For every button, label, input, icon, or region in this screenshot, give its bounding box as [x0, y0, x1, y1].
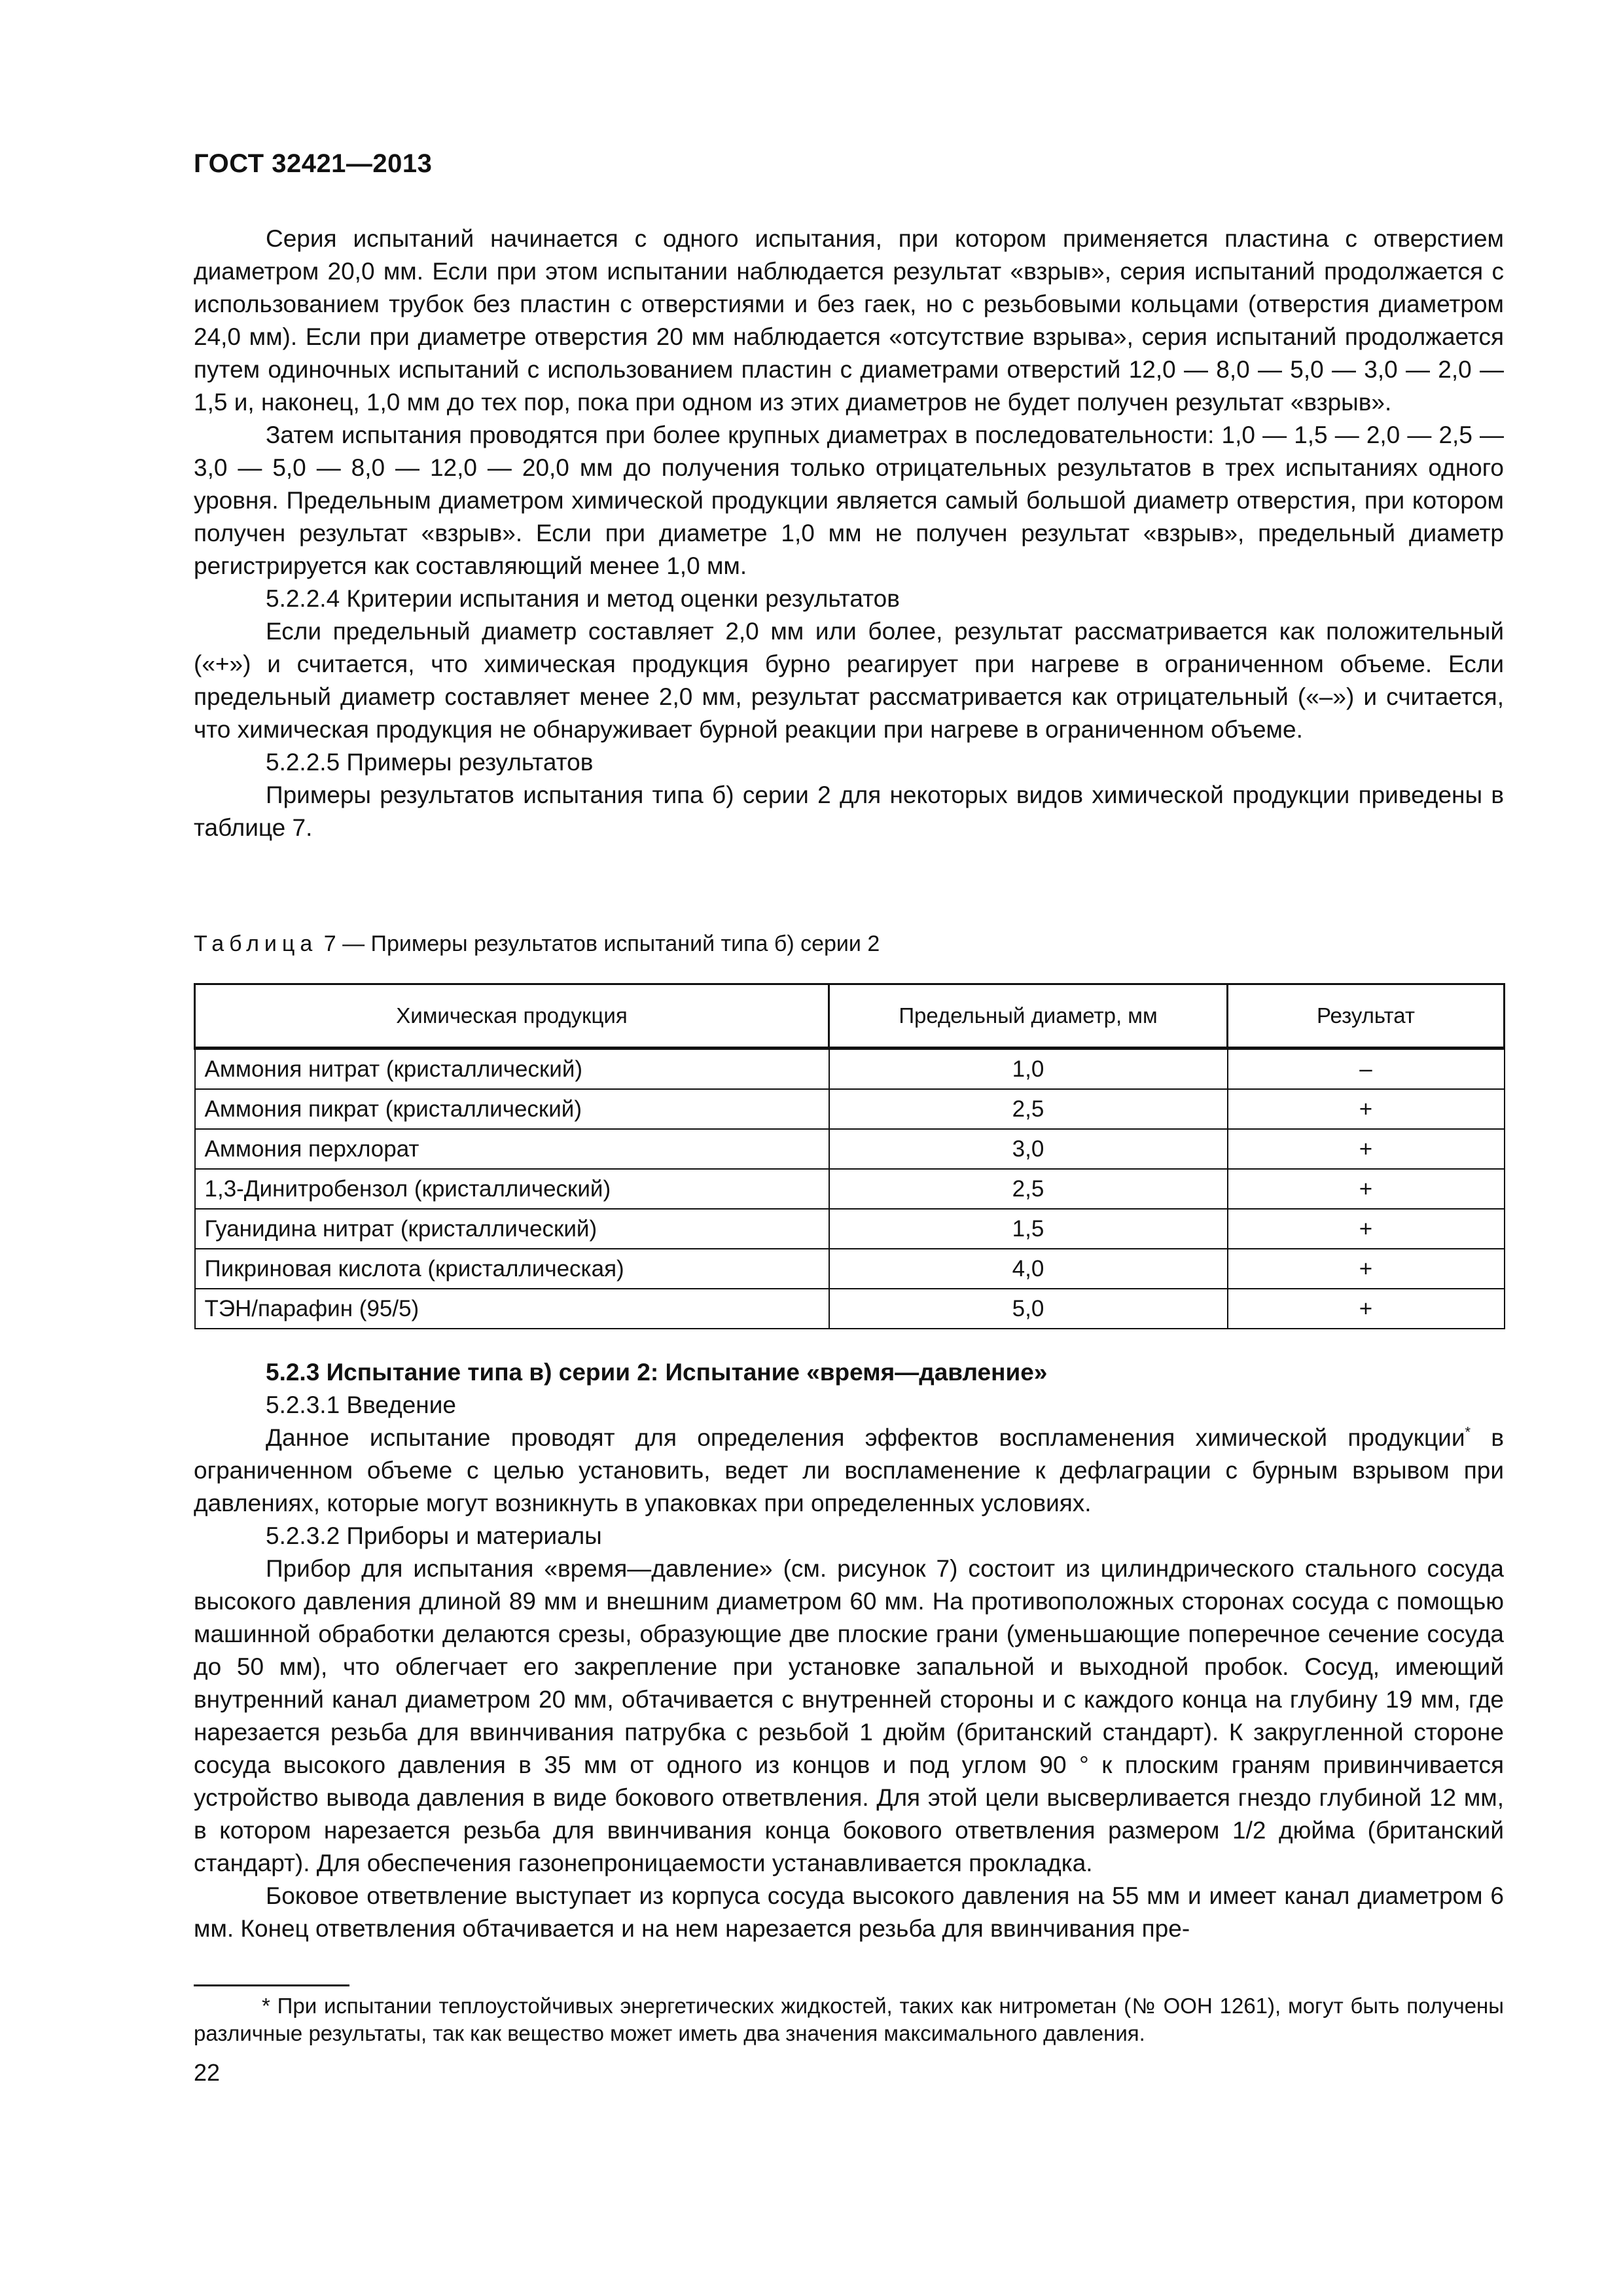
table-row: [195, 1249, 1505, 1289]
table-caption-text: 7 — Примеры результатов испытаний типа б) серии 2: [317, 931, 880, 956]
section-heading: 5.2.3 Испытание типа в) серии 2: Испытание «время—давление»: [266, 1359, 1048, 1386]
document-header: ГОСТ 32421—2013: [194, 149, 433, 178]
results-table: [194, 983, 1505, 1329]
table-row: [195, 1129, 1505, 1169]
column-header: Химическая продукция: [195, 984, 829, 1049]
section-heading: 5.2.2.4 Критерии испытания и метод оценки результатов: [266, 585, 900, 612]
section-heading: 5.2.2.5 Примеры результатов: [266, 749, 594, 776]
footnote-divider: [194, 1984, 349, 1986]
section-heading: 5.2.3.2 Приборы и материалы: [266, 1522, 602, 1549]
paragraph-text: Данное испытание проводят для определения эффектов воспламенения химической продукции: [266, 1424, 1465, 1451]
body-text-top: [194, 223, 1504, 844]
result-cell: +: [1228, 1209, 1505, 1249]
table-caption-word: Таблица: [194, 931, 318, 956]
diameter-cell: 1,5: [829, 1209, 1228, 1249]
product-cell: Гуанидина нитрат (кристаллический): [195, 1209, 829, 1249]
diameter-cell: 2,5: [829, 1169, 1228, 1209]
result-cell: +: [1228, 1089, 1505, 1129]
column-header: Результат: [1228, 984, 1505, 1049]
footnote-marker[interactable]: *: [1465, 1424, 1471, 1441]
result-cell: +: [1228, 1129, 1505, 1169]
product-cell: Аммония пикрат (кристаллический): [195, 1089, 829, 1129]
footnote: * При испытании теплоустойчивых энергетических жидкостей, таких как нитрометан (№ ООН 1261), могут быть получены различные результаты, так как вещество может иметь два значения максимального давления.: [194, 1994, 1504, 2045]
diameter-cell: 1,0: [829, 1049, 1228, 1090]
page-number: 22: [194, 2059, 221, 2086]
result-cell: +: [1228, 1289, 1505, 1329]
table-row: [195, 1289, 1505, 1329]
paragraph: Серия испытаний начинается с одного испытания, при котором применяется пластина с отверстием диаметром 20,0 мм. Если при этом испытании наблюдается результат «взрыв», серия испытаний продолжается с использованием трубок без пластин с отверстиями и без гаек, но с резьбовыми кольцами (отверстия диаметром 24,0 мм). Если при диаметре отверстия 20 мм наблюдается «отсутствие взрыва», серия испытаний продолжается путем одиночных испытаний с использованием пластин с диаметрами отверстий 12,0 — 8,0 — 5,0 — 3,0 — 2,0 — 1,5 и, наконец, 1,0 мм до тех пор, пока при одном из этих диаметров не будет получен результат «взрыв».: [194, 225, 1504, 416]
diameter-cell: 4,0: [829, 1249, 1228, 1289]
result-cell: +: [1228, 1169, 1505, 1209]
table-row: [195, 1169, 1505, 1209]
column-header: Предельный диаметр, мм: [829, 984, 1228, 1049]
result-cell: +: [1228, 1249, 1505, 1289]
body-text-bottom: [194, 1356, 1504, 1945]
paragraph: Затем испытания проводятся при более крупных диаметрах в последовательности: 1,0 — 1,5 — 2,0 — 2,5 — 3,0 — 5,0 — 8,0 — 12,0 — 20,0 мм до получения только отрицательных результатов в трех испытаниях одного уровня. Предельным диаметром химической продукции является самый большой диаметр отверстия, при котором получен результат «взрыв». Если при диаметре 1,0 мм не получен результат «взрыв», предельный диаметр регистрируется как составляющий менее 1,0 мм.: [194, 422, 1504, 579]
paragraph: Примеры результатов испытания типа б) серии 2 для некоторых видов химической продукции приведены в таблице 7.: [194, 781, 1504, 841]
product-cell: Аммония нитрат (кристаллический): [195, 1049, 829, 1090]
table-row: [195, 1049, 1505, 1090]
table-caption: [194, 929, 880, 958]
paragraph-text: в ограниченном объеме с целью установить, ведет ли воспламенение к дефлаграции с бурным взрывом при давлениях, которые могут возникнуть в упаковках при определенных условиях.: [194, 1424, 1505, 1516]
product-cell: Аммония перхлорат: [195, 1129, 829, 1169]
diameter-cell: 5,0: [829, 1289, 1228, 1329]
paragraph: Боковое ответвление выступает из корпуса сосуда высокого давления на 55 мм и имеет канал диаметром 6 мм. Конец ответвления обтачивается и на нем нарезается резьба для ввинчивания пре-: [194, 1882, 1504, 1942]
product-cell: ТЭН/парафин (95/5): [195, 1289, 829, 1329]
table-header-row: [195, 984, 1505, 1049]
section-heading: 5.2.3.1 Введение: [266, 1391, 456, 1418]
table-row: [195, 1209, 1505, 1249]
diameter-cell: 3,0: [829, 1129, 1228, 1169]
paragraph: Прибор для испытания «время—давление» (см. рисунок 7) состоит из цилиндрического стального сосуда высокого давления длиной 89 мм и внешним диаметром 60 мм. На противоположных сторонах сосуда с помощью машинной обработки делаются срезы, образующие две плоские грани (уменьшающие поперечное сечение сосуда до 50 мм), что облегчает его закрепление при установке запальной и выходной пробок. Сосуд, имеющий внутренний канал диаметром 20 мм, обтачивается с внутренней стороны и с каждого конца на глубину 19 мм, где нарезается резьба для ввинчивания патрубка с резьбой 1 дюйм (британский стандарт). К закругленной стороне сосуда высокого давления в 35 мм от одного из концов и под углом 90 ° к плоским граням привинчивается устройство вывода давления в виде бокового ответвления. Для этой цели высверливается гнездо глубиной 12 мм, в котором нарезается резьба для ввинчивания конца бокового ответвления размером 1/2 дюйма (британский стандарт). Для обеспечения газонепроницаемости устанавливается прокладка.: [194, 1555, 1504, 1876]
paragraph: Если предельный диаметр составляет 2,0 мм или более, результат рассматривается как положительный («+») и считается, что химическая продукция бурно реагирует при нагреве в ограниченном объеме. Если предельный диаметр составляет менее 2,0 мм, результат рассматривается как отрицательный («–») и считается, что химическая продукция не обнаруживает бурной реакции при нагреве в ограниченном объеме.: [194, 618, 1504, 743]
paragraph: [194, 1422, 1504, 1520]
result-cell: –: [1228, 1049, 1505, 1090]
diameter-cell: 2,5: [829, 1089, 1228, 1129]
product-cell: Пикриновая кислота (кристаллическая): [195, 1249, 829, 1289]
table-row: [195, 1089, 1505, 1129]
product-cell: 1,3-Динитробензол (кристаллический): [195, 1169, 829, 1209]
